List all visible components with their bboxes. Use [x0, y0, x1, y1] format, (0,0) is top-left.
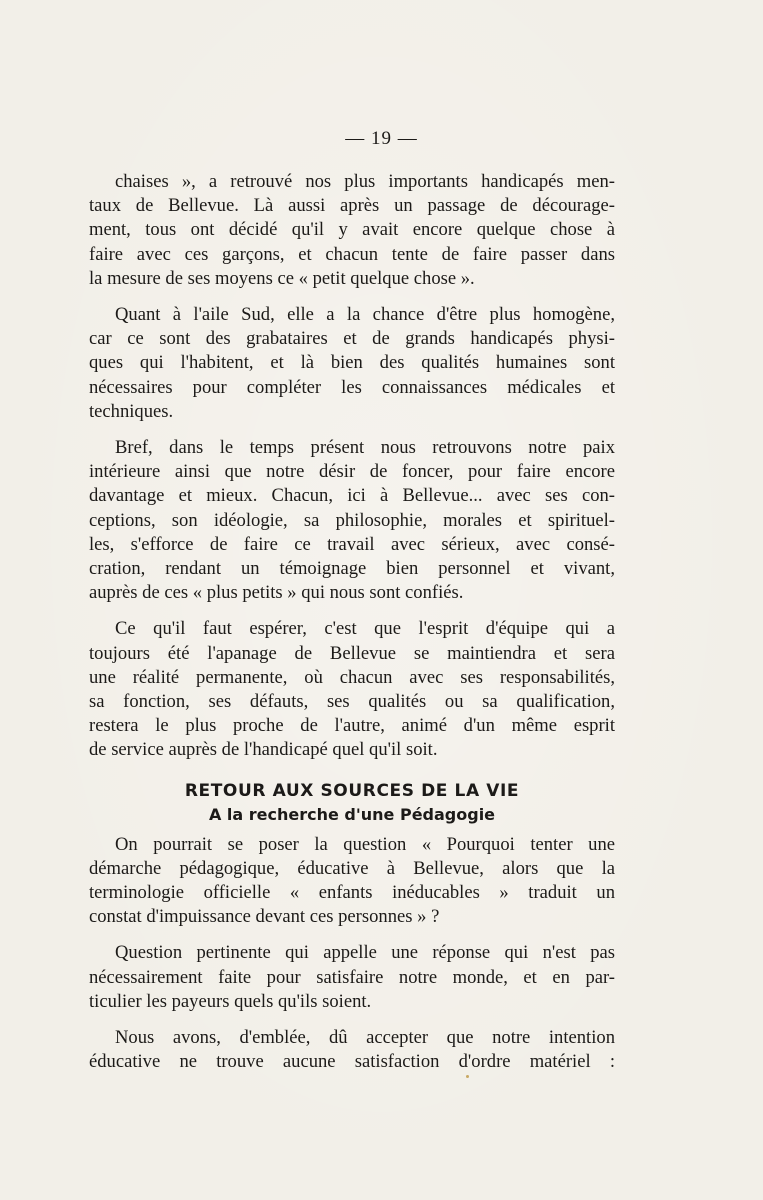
- text-line: nécessairement faite pour satisfaire notre monde, et en par-: [89, 966, 615, 988]
- text-line: cration, rendant un témoignage bien personnel et vivant,: [89, 558, 615, 580]
- text-line: davantage et mieux. Chacun, ici à Bellevue... avec ses con-: [89, 485, 615, 507]
- text-line: éducative ne trouve aucune satisfaction d'ordre matériel :: [89, 1051, 615, 1073]
- text-line: Question pertinente qui appelle une réponse qui n'est pas: [115, 942, 615, 964]
- section-subtitle: A la recherche d'une Pédagogie: [208, 804, 496, 824]
- text-line: toujours été l'apanage de Bellevue se maintiendra et sera: [89, 642, 615, 664]
- paragraph: [89, 941, 615, 1014]
- text-line: intérieure ainsi que notre désir de foncer, pour faire encore: [89, 461, 615, 483]
- text-line: Ce qu'il faut espérer, c'est que l'esprit d'équipe qui a: [115, 618, 615, 640]
- text-line: sa fonction, ses défauts, ses qualités ou sa qualification,: [89, 691, 615, 713]
- page-number: — 19 —: [345, 128, 418, 149]
- paragraph: [89, 1026, 615, 1074]
- section-title: RETOUR AUX SOURCES DE LA VIE: [184, 780, 520, 801]
- text-line: la mesure de ses moyens ce « petit quelque chose ».: [89, 267, 475, 289]
- text-line: taux de Bellevue. Là aussi après un passage de décourage-: [89, 195, 615, 217]
- text-line: nécessaires pour compléter les connaissances médicales et: [89, 376, 615, 398]
- body-text: [89, 170, 615, 1087]
- text-line: ques qui l'habitent, et là bien des qualités humaines sont: [89, 352, 615, 374]
- text-line: les, s'efforce de faire ce travail avec sérieux, avec consé-: [89, 533, 615, 555]
- text-line: On pourrait se poser la question « Pourquoi tenter une: [115, 833, 615, 855]
- paragraphs-after-section: [89, 833, 615, 1075]
- text-line: car ce sont des grabataires et de grands handicapés physi-: [89, 328, 615, 350]
- text-line: une réalité permanente, où chacun avec ses responsabilités,: [89, 666, 615, 688]
- text-line: terminologie officielle « enfants inéducables » traduit un: [89, 882, 615, 904]
- text-line: Quant à l'aile Sud, elle a la chance d'être plus homogène,: [115, 304, 615, 326]
- text-line: constat d'impuissance devant ces personnes » ?: [89, 906, 440, 928]
- text-line: Nous avons, d'emblée, dû accepter que notre intention: [115, 1027, 615, 1049]
- text-line: ceptions, son idéologie, sa philosophie, morales et spirituel-: [89, 509, 615, 531]
- paragraph: [89, 170, 615, 291]
- text-line: chaises », a retrouvé nos plus importants handicapés men-: [115, 171, 615, 192]
- paragraphs-before-section: [89, 170, 615, 763]
- text-line: ticulier les payeurs quels qu'ils soient.: [89, 990, 372, 1012]
- text-line: démarche pédagogique, éducative à Bellevue, alors que la: [89, 857, 615, 879]
- text-line: techniques.: [89, 400, 174, 422]
- paper-speck: [466, 1075, 469, 1078]
- text-line: restera le plus proche de l'autre, animé d'un même esprit: [89, 715, 615, 737]
- paragraph: [89, 617, 615, 762]
- text-line: Bref, dans le temps présent nous retrouvons notre paix: [115, 437, 615, 459]
- text-line: de service auprès de l'handicapé quel qu'il soit.: [89, 739, 438, 761]
- text-line: ment, tous ont décidé qu'il y avait encore quelque chose à: [89, 219, 615, 241]
- paragraph: [89, 436, 615, 605]
- text-line: faire avec ces garçons, et chacun tente de faire passer dans: [89, 243, 615, 265]
- paragraph: [89, 833, 615, 930]
- paragraph: [89, 303, 615, 424]
- text-line: auprès de ces « plus petits » qui nous sont confiés.: [89, 582, 464, 604]
